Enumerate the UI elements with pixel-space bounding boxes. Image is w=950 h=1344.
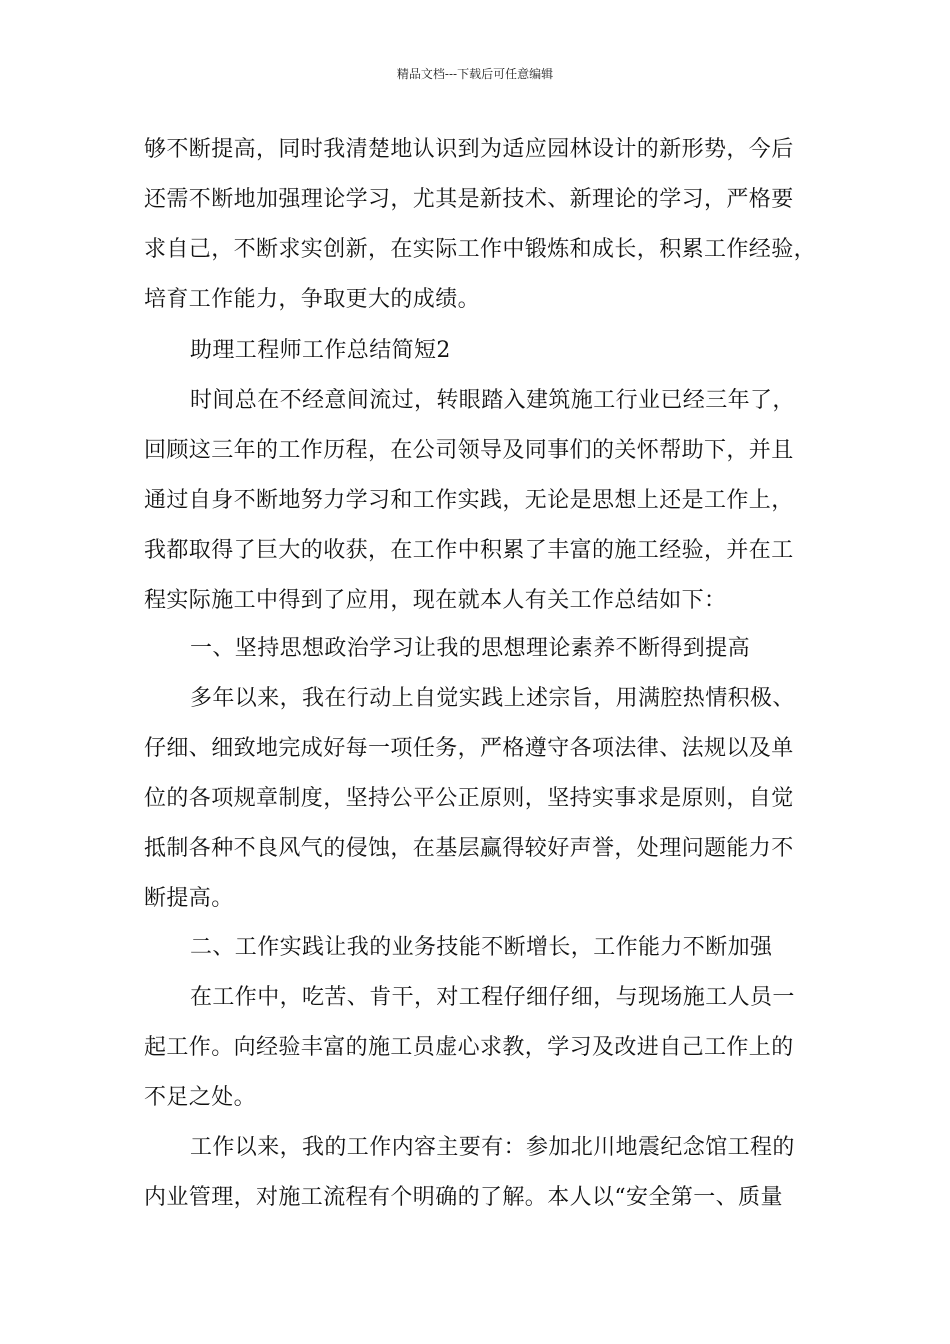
- text-line: 多年以来，我在行动上自觉实践上述宗旨，用满腔热情积极、: [190, 686, 795, 711]
- text-line: 仔细、细致地完成好每一项任务，严格遵守各项法律、法规以及单: [144, 736, 794, 761]
- text-line: 在工作中，吃苦、肯干，对工程仔细仔细，与现场施工人员一: [190, 985, 795, 1010]
- text-line: 断提高。: [144, 886, 234, 911]
- text-line: 够不断提高，同时我清楚地认识到为适应园林设计的新形势，今后: [144, 137, 794, 162]
- text-line: 回顾这三年的工作历程，在公司领导及同事们的关怀帮助下，并且: [144, 438, 794, 463]
- text-line: 起工作。向经验丰富的施工员虚心求教，学习及改进自己工作上的: [144, 1035, 794, 1060]
- text-line: 工作以来，我的工作内容主要有：参加北川地震纪念馆工程的: [190, 1135, 795, 1160]
- text-line: 我都取得了巨大的收获，在工作中积累了丰富的施工经验，并在工: [144, 538, 794, 563]
- text-line: 内业管理，对施工流程有个明确的了解。本人以“安全第一、质量: [144, 1185, 783, 1210]
- text-line: 抵制各种不良风气的侵蚀，在基层赢得较好声誉，处理问题能力不: [144, 836, 794, 861]
- text-line: 不足之处。: [144, 1085, 257, 1110]
- section-heading: 二、工作实践让我的业务技能不断增长，工作能力不断加强: [190, 935, 773, 960]
- section-heading: 一、坚持思想政治学习让我的思想理论素养不断得到提高: [190, 636, 751, 661]
- text-line: 时间总在不经意间流过，转眼踏入建筑施工行业已经三年了，: [190, 388, 795, 413]
- text-line: 位的各项规章制度，坚持公平公正原则，坚持实事求是原则，自觉: [144, 786, 794, 811]
- section-title: 助理工程师工作总结简短2: [190, 338, 451, 363]
- page-header: 精品文档---下载后可任意编辑: [396, 67, 554, 81]
- text-line: 程实际施工中得到了应用，现在就本人有关工作总结如下：: [144, 588, 727, 613]
- text-line: 求自己，不断求实创新，在实际工作中锻炼和成长，积累工作经验，: [144, 237, 817, 262]
- text-line: 通过自身不断地努力学习和工作实践，无论是思想上还是工作上，: [144, 488, 794, 513]
- text-line: 还需不断地加强理论学习，尤其是新技术、新理论的学习，严格要: [144, 187, 794, 212]
- text-line: 培育工作能力，争取更大的成绩。: [144, 287, 481, 312]
